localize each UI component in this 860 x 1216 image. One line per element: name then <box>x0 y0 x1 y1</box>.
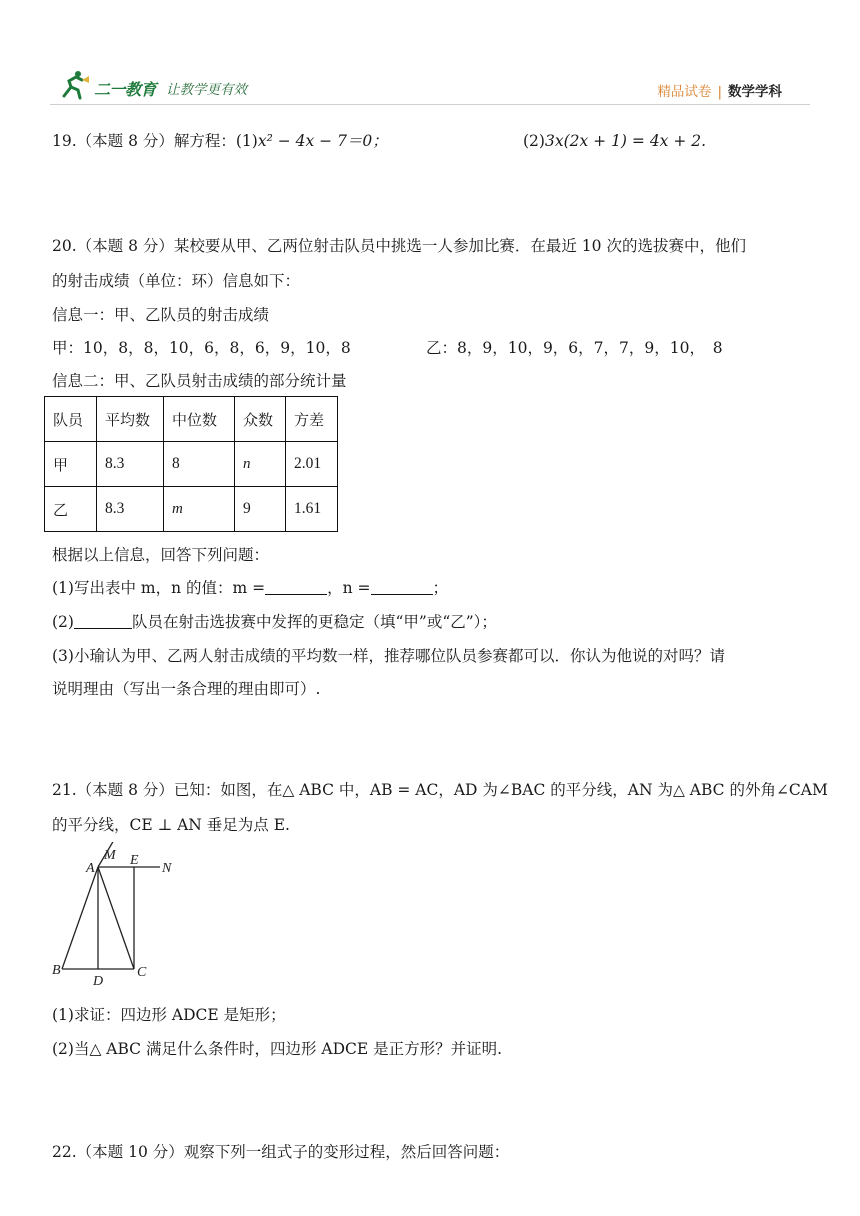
q20-part1 <box>52 578 448 598</box>
table-cell: 2.01 <box>286 442 338 487</box>
table-row <box>45 487 338 532</box>
table-header-cell: 队员 <box>45 397 97 442</box>
table-header-cell: 平均数 <box>97 397 164 442</box>
brand-name: 二一教育 <box>94 80 157 99</box>
table-cell: 1.61 <box>286 487 338 532</box>
header-separator: | <box>717 84 722 100</box>
table-header-cell: 方差 <box>286 397 338 442</box>
q20-part2-text-b: 队员在射击选拔赛中发挥的更稳定（填“甲”或“乙”）； <box>131 613 497 631</box>
label-m: M <box>104 848 116 863</box>
geometry-figure <box>48 842 188 992</box>
q20-info2-title: 信息二：甲、乙队员射击成绩的部分统计量 <box>52 372 347 390</box>
table-cell: 8.3 <box>97 442 164 487</box>
q20-scores-jia: 甲：10，8，8，10，6，8，6，9，10，8 <box>52 339 351 357</box>
answer-blank-n[interactable] <box>371 580 433 595</box>
q21-part2: (2)当△ ABC 满足什么条件时，四边形 ADCE 是正方形？并证明. <box>52 1040 503 1058</box>
q20-scores-yi: 乙：8，9，10，9，6，7，7，9，10， 8 <box>426 339 723 357</box>
label-e: E <box>130 853 139 868</box>
label-a: A <box>86 861 95 876</box>
header-subject: 数学学科 <box>728 84 782 100</box>
table-cell: 9 <box>235 487 286 532</box>
q20-line-1: 20.（本题 8 分）某校要从甲、乙两位射击队员中挑选一人参加比赛．在最近 10 次的选拔赛中，他们 <box>52 237 746 255</box>
label-b: B <box>52 963 61 978</box>
q20-part1-text-c: ； <box>432 579 449 597</box>
q20-part3-line-2: 说明理由（写出一条合理的理由即可）. <box>52 680 321 698</box>
segment-ac <box>98 867 134 969</box>
q20-part1-text-b: ，n = <box>327 579 371 597</box>
answer-blank-stable[interactable] <box>74 614 132 629</box>
table-row <box>45 442 338 487</box>
runner-logo-icon <box>58 68 92 102</box>
q20-part3-line-1: (3)小瑜认为甲、乙两人射击成绩的平均数一样，推荐哪位队员参赛都可以．你认为他说的对吗？请 <box>52 647 725 665</box>
table-header-row <box>45 397 338 442</box>
q19-equation-1: x² − 4x − 7＝0； <box>257 132 388 150</box>
brand-slogan: 让教学更有效 <box>166 82 247 98</box>
q21-line-1: 21.（本题 8 分）已知：如图，在△ ABC 中，AB = AC，AD 为∠BAC 的平分线，AN 为△ ABC 的外角∠CAM <box>52 781 828 799</box>
q19-line <box>52 131 388 151</box>
q20-part1-text-a: (1)写出表中 m，n 的值：m = <box>52 579 266 597</box>
table-cell: 8.3 <box>97 487 164 532</box>
q19-part2 <box>523 131 706 151</box>
header-series: 精品试卷 <box>657 84 712 100</box>
header-tags <box>657 80 782 100</box>
score-stats-table <box>44 396 338 532</box>
brand-logo <box>58 68 268 104</box>
table-header-cell: 众数 <box>235 397 286 442</box>
table-header-cell: 中位数 <box>164 397 235 442</box>
q20-part2 <box>52 612 497 632</box>
label-c: C <box>137 965 147 980</box>
table-cell: 甲 <box>45 442 97 487</box>
q21-part1: (1)求证：四边形 ADCE 是矩形； <box>52 1006 286 1024</box>
q22-line-1: 22.（本题 10 分）观察下列一组式子的变形过程，然后回答问题： <box>52 1143 510 1161</box>
label-d: D <box>93 974 104 989</box>
answer-blank-m[interactable] <box>265 580 327 595</box>
table-cell: m <box>164 487 235 532</box>
segment-ab <box>62 867 98 969</box>
table-cell: 8 <box>164 442 235 487</box>
header-divider <box>50 104 810 105</box>
q20-info1-title: 信息一：甲、乙队员的射击成绩 <box>52 306 270 324</box>
q21-line-2: 的平分线，CE ⊥ AN 垂足为点 E. <box>52 816 290 834</box>
q19-prefix: 19.（本题 8 分）解方程：(1) <box>52 132 258 150</box>
q20-prompt: 根据以上信息，回答下列问题： <box>52 546 270 564</box>
q19-part2-prefix: (2) <box>523 132 545 150</box>
table-cell: n <box>235 442 286 487</box>
table-cell: 乙 <box>45 487 97 532</box>
q20-part2-text-a: (2) <box>52 613 74 631</box>
q20-line-2: 的射击成绩（单位：环）信息如下： <box>52 272 301 290</box>
q19-equation-2: 3x(2x + 1) = 4x + 2. <box>544 132 707 150</box>
label-n: N <box>162 861 172 876</box>
